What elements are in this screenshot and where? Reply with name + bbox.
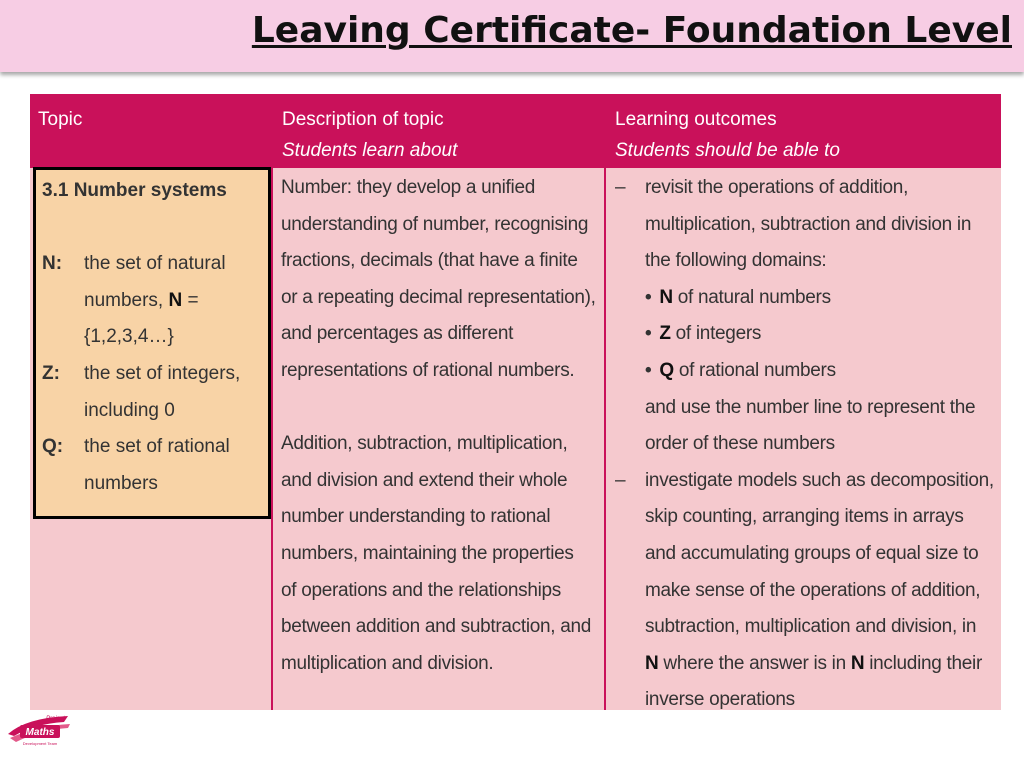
outcomes-cell bbox=[615, 170, 997, 710]
outcome-line: inverse operations bbox=[645, 689, 795, 710]
topic-text: the set of rational bbox=[84, 436, 230, 457]
logo-bottom-text: Development Team bbox=[22, 741, 58, 746]
header-outcomes: Learning outcomes Students should be able to bbox=[615, 104, 840, 166]
outcome-line: – investigate models such as decomposition, bbox=[615, 463, 997, 500]
topic-text: numbers, N = bbox=[84, 289, 199, 311]
header-description: Description of topic Students learn about bbox=[282, 104, 457, 166]
topic-heading: 3.1 Number systems bbox=[42, 180, 227, 201]
title-bar bbox=[0, 0, 1024, 72]
bullet-icon: • bbox=[645, 323, 652, 345]
topic-key: Z: bbox=[42, 363, 60, 384]
description-line: of operations and the relationships bbox=[281, 579, 561, 601]
column-divider bbox=[271, 168, 273, 710]
description-line: Addition, subtraction, multiplication, bbox=[281, 433, 568, 455]
logo-top-text: Project bbox=[46, 716, 65, 722]
topic-key: N: bbox=[42, 253, 63, 274]
description-line: representations of rational numbers. bbox=[281, 359, 575, 381]
description-line: fractions, decimals (that have a finite bbox=[281, 250, 578, 272]
dash-marker: – bbox=[615, 177, 626, 198]
description-line: between addition and subtraction, and bbox=[281, 616, 592, 638]
topic-text: the set of integers, bbox=[84, 363, 241, 384]
description-line: and division and extend their whole bbox=[281, 469, 568, 491]
header-topic: Topic bbox=[38, 109, 83, 130]
outcome-line: skip counting, arranging items in arrays bbox=[645, 506, 964, 528]
column-divider bbox=[604, 168, 606, 710]
logo-main-text: Maths bbox=[25, 727, 55, 738]
outcome-line: multiplication, subtraction and division in bbox=[645, 213, 972, 235]
description-line: number understanding to rational bbox=[281, 506, 551, 528]
header-outcomes-sub: Students should be able to bbox=[615, 140, 841, 161]
outcome-line: the following domains: bbox=[645, 250, 827, 272]
outcome-line: subtraction, multiplication and division, in bbox=[645, 616, 977, 638]
description-line: numbers, maintaining the properties bbox=[281, 542, 574, 564]
outcome-bullet: • N of natural numbers bbox=[645, 286, 831, 308]
bullet-icon: • bbox=[645, 286, 652, 308]
topic-text: numbers bbox=[84, 472, 158, 494]
topic-text: {1,2,3,4…} bbox=[84, 326, 174, 348]
topic-key: Q: bbox=[42, 436, 64, 457]
outcome-line: – revisit the operations of addition, bbox=[615, 170, 997, 207]
bullet-icon: • bbox=[645, 359, 652, 381]
outcome-line: make sense of the operations of addition, bbox=[645, 579, 981, 601]
table-header bbox=[30, 94, 1001, 168]
outcome-bullet: • Z of integers bbox=[645, 323, 762, 345]
outcome-line: and use the number line to represent the bbox=[645, 396, 976, 418]
header-description-sub: Students learn about bbox=[282, 140, 458, 161]
syllabus-table bbox=[30, 94, 1001, 710]
topic-text: the set of natural bbox=[84, 253, 226, 274]
description-line: or a repeating decimal representation), bbox=[281, 286, 596, 308]
topic-cell-highlighted bbox=[33, 167, 271, 519]
description-line: Number: they develop a unified bbox=[281, 177, 535, 198]
dash-marker: – bbox=[615, 469, 626, 491]
description-cell bbox=[281, 170, 601, 682]
outcome-line: and accumulating groups of equal size to bbox=[645, 542, 979, 564]
outcome-line: N where the answer is in N including their bbox=[645, 652, 982, 674]
slide-title: Leaving Certificate- Foundation Level bbox=[251, 10, 1012, 51]
outcome-line: order of these numbers bbox=[645, 433, 835, 455]
topic-text: including 0 bbox=[84, 399, 175, 421]
description-line: understanding of number, recognising bbox=[281, 213, 589, 235]
project-maths-logo bbox=[6, 712, 72, 748]
description-line: and percentages as different bbox=[281, 323, 514, 345]
outcome-bullet: • Q of rational numbers bbox=[645, 359, 836, 381]
description-line: multiplication and division. bbox=[281, 652, 494, 674]
